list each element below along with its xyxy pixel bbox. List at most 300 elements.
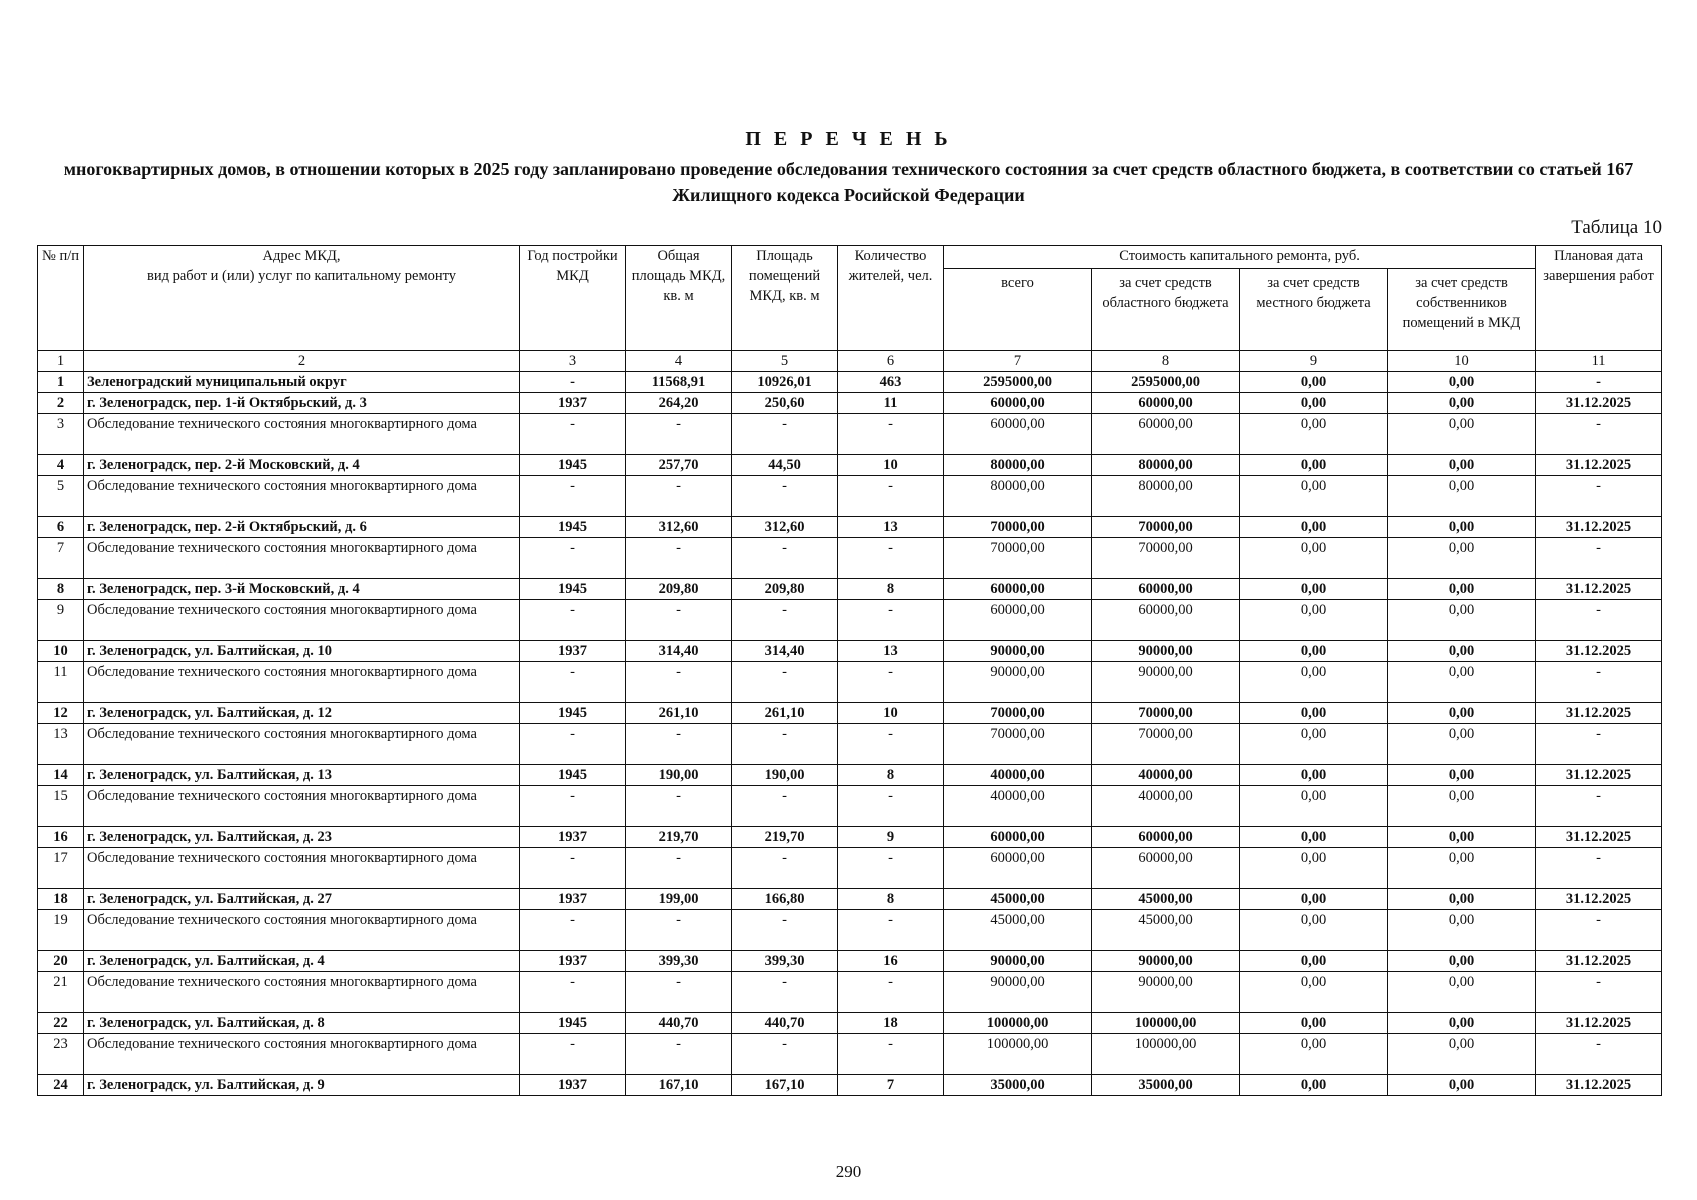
residents-cell: 10	[838, 455, 944, 476]
cost-local-cell: 0,00	[1240, 910, 1388, 951]
cost-total-cell: 60000,00	[944, 827, 1092, 848]
premises-area-cell: -	[732, 786, 838, 827]
row-number: 7	[38, 538, 84, 579]
cost-regional-cell: 90000,00	[1092, 951, 1240, 972]
cost-regional-cell: 90000,00	[1092, 641, 1240, 662]
cost-total-cell: 60000,00	[944, 579, 1092, 600]
cost-owners-cell: 0,00	[1388, 414, 1536, 455]
cost-local-cell: 0,00	[1240, 476, 1388, 517]
address-cell: г. Зеленоградск, ул. Балтийская, д. 8	[84, 1013, 520, 1034]
total-area-cell: -	[626, 600, 732, 641]
year-cell: 1937	[520, 1075, 626, 1096]
work-row	[38, 662, 1662, 703]
cost-regional-cell: 80000,00	[1092, 455, 1240, 476]
address-cell: Обследование технического состояния многоквартирного дома	[84, 600, 520, 641]
work-row	[38, 1034, 1662, 1075]
premises-area-cell: 261,10	[732, 703, 838, 724]
cost-total-cell: 90000,00	[944, 662, 1092, 703]
cost-local-cell: 0,00	[1240, 724, 1388, 765]
cost-regional-cell: 90000,00	[1092, 972, 1240, 1013]
cost-regional-cell: 70000,00	[1092, 517, 1240, 538]
total-area-cell: -	[626, 662, 732, 703]
total-area-cell: 199,00	[626, 889, 732, 910]
cost-total-cell: 100000,00	[944, 1034, 1092, 1075]
cost-regional-cell: 60000,00	[1092, 579, 1240, 600]
planned-date-cell: 31.12.2025	[1536, 579, 1662, 600]
column-number: 8	[1092, 351, 1240, 372]
cost-local-cell: 0,00	[1240, 765, 1388, 786]
cost-total-cell: 60000,00	[944, 393, 1092, 414]
cost-owners-cell: 0,00	[1388, 951, 1536, 972]
cost-total-cell: 35000,00	[944, 1075, 1092, 1096]
building-row	[38, 765, 1662, 786]
cost-total-cell: 70000,00	[944, 517, 1092, 538]
table-body	[38, 351, 1662, 1096]
address-cell: Обследование технического состояния многоквартирного дома	[84, 414, 520, 455]
residents-cell: -	[838, 1034, 944, 1075]
header-address-line2: вид работ и (или) услуг по капитальному ремонту	[146, 268, 457, 284]
cost-owners-cell: 0,00	[1388, 889, 1536, 910]
address-cell: г. Зеленоградск, ул. Балтийская, д. 4	[84, 951, 520, 972]
building-row	[38, 703, 1662, 724]
building-row	[38, 393, 1662, 414]
building-row	[38, 372, 1662, 393]
planned-date-cell: -	[1536, 910, 1662, 951]
residents-cell: -	[838, 724, 944, 765]
column-number: 11	[1536, 351, 1662, 372]
cost-owners-cell: 0,00	[1388, 600, 1536, 641]
row-number: 21	[38, 972, 84, 1013]
premises-area-cell: 440,70	[732, 1013, 838, 1034]
row-number: 5	[38, 476, 84, 517]
year-cell: 1945	[520, 703, 626, 724]
premises-area-cell: 167,10	[732, 1075, 838, 1096]
planned-date-cell: -	[1536, 662, 1662, 703]
cost-regional-cell: 90000,00	[1092, 662, 1240, 703]
year-cell: 1945	[520, 765, 626, 786]
address-cell: Зеленоградский муниципальный округ	[84, 372, 520, 393]
building-row	[38, 827, 1662, 848]
total-area-cell: 167,10	[626, 1075, 732, 1096]
total-area-cell: 399,30	[626, 951, 732, 972]
header-cost-owners: за счет средств собственников помещений в МКД	[1388, 269, 1536, 351]
row-number: 24	[38, 1075, 84, 1096]
premises-area-cell: 209,80	[732, 579, 838, 600]
cost-owners-cell: 0,00	[1388, 1075, 1536, 1096]
header-num: № п/п	[38, 246, 84, 351]
premises-area-cell: -	[732, 910, 838, 951]
work-row	[38, 414, 1662, 455]
premises-area-cell: -	[732, 662, 838, 703]
cost-owners-cell: 0,00	[1388, 579, 1536, 600]
header-premises-area: Площадь помещений МКД, кв. м	[732, 246, 838, 351]
header-cost-total: всего	[944, 269, 1092, 351]
cost-local-cell: 0,00	[1240, 600, 1388, 641]
planned-date-cell: 31.12.2025	[1536, 641, 1662, 662]
row-number: 16	[38, 827, 84, 848]
row-number: 6	[38, 517, 84, 538]
column-number: 6	[838, 351, 944, 372]
cost-owners-cell: 0,00	[1388, 724, 1536, 765]
residents-cell: 8	[838, 765, 944, 786]
total-area-cell: 257,70	[626, 455, 732, 476]
total-area-cell: -	[626, 414, 732, 455]
address-cell: г. Зеленоградск, ул. Балтийская, д. 13	[84, 765, 520, 786]
building-row	[38, 579, 1662, 600]
row-number: 23	[38, 1034, 84, 1075]
column-number: 10	[1388, 351, 1536, 372]
header-cost-local: за счет средств местного бюджета	[1240, 269, 1388, 351]
document-title: П Е Р Е Ч Е Н Ь	[745, 128, 952, 150]
planned-date-cell: 31.12.2025	[1536, 827, 1662, 848]
premises-area-cell: 312,60	[732, 517, 838, 538]
cost-local-cell: 0,00	[1240, 414, 1388, 455]
header-cost-group: Стоимость капитального ремонта, руб.	[944, 246, 1536, 269]
residents-cell: -	[838, 662, 944, 703]
cost-local-cell: 0,00	[1240, 1075, 1388, 1096]
total-area-cell: -	[626, 786, 732, 827]
cost-owners-cell: 0,00	[1388, 517, 1536, 538]
cost-local-cell: 0,00	[1240, 393, 1388, 414]
cost-total-cell: 80000,00	[944, 476, 1092, 517]
residents-cell: 11	[838, 393, 944, 414]
row-number: 15	[38, 786, 84, 827]
planned-date-cell: 31.12.2025	[1536, 1075, 1662, 1096]
row-number: 8	[38, 579, 84, 600]
total-area-cell: 219,70	[626, 827, 732, 848]
address-cell: г. Зеленоградск, пер. 3-й Московский, д. 4	[84, 579, 520, 600]
cost-owners-cell: 0,00	[1388, 476, 1536, 517]
cost-regional-cell: 60000,00	[1092, 600, 1240, 641]
planned-date-cell: 31.12.2025	[1536, 455, 1662, 476]
cost-total-cell: 60000,00	[944, 848, 1092, 889]
cost-local-cell: 0,00	[1240, 455, 1388, 476]
year-cell: 1937	[520, 951, 626, 972]
cost-total-cell: 80000,00	[944, 455, 1092, 476]
address-cell: г. Зеленоградск, пер. 1-й Октябрьский, д. 3	[84, 393, 520, 414]
address-cell: г. Зеленоградск, ул. Балтийская, д. 10	[84, 641, 520, 662]
cost-owners-cell: 0,00	[1388, 910, 1536, 951]
total-area-cell: -	[626, 538, 732, 579]
premises-area-cell: 166,80	[732, 889, 838, 910]
column-number: 2	[84, 351, 520, 372]
planned-date-cell: -	[1536, 848, 1662, 889]
cost-local-cell: 0,00	[1240, 827, 1388, 848]
total-area-cell: -	[626, 476, 732, 517]
cost-regional-cell: 60000,00	[1092, 414, 1240, 455]
cost-regional-cell: 100000,00	[1092, 1034, 1240, 1075]
total-area-cell: -	[626, 848, 732, 889]
year-cell: 1937	[520, 393, 626, 414]
cost-total-cell: 40000,00	[944, 786, 1092, 827]
cost-regional-cell: 70000,00	[1092, 703, 1240, 724]
cost-regional-cell: 70000,00	[1092, 724, 1240, 765]
premises-area-cell: 219,70	[732, 827, 838, 848]
row-number: 20	[38, 951, 84, 972]
row-number: 4	[38, 455, 84, 476]
work-row	[38, 724, 1662, 765]
cost-local-cell: 0,00	[1240, 579, 1388, 600]
year-cell: -	[520, 910, 626, 951]
total-area-cell: 314,40	[626, 641, 732, 662]
cost-total-cell: 70000,00	[944, 724, 1092, 765]
premises-area-cell: -	[732, 414, 838, 455]
cost-local-cell: 0,00	[1240, 1013, 1388, 1034]
total-area-cell: -	[626, 972, 732, 1013]
premises-area-cell: 10926,01	[732, 372, 838, 393]
cost-total-cell: 45000,00	[944, 889, 1092, 910]
year-cell: 1945	[520, 1013, 626, 1034]
address-cell: г. Зеленоградск, пер. 2-й Октябрьский, д. 6	[84, 517, 520, 538]
year-cell: -	[520, 662, 626, 703]
address-cell: Обследование технического состояния многоквартирного дома	[84, 1034, 520, 1075]
cost-regional-cell: 40000,00	[1092, 765, 1240, 786]
cost-total-cell: 90000,00	[944, 641, 1092, 662]
cost-owners-cell: 0,00	[1388, 827, 1536, 848]
cost-regional-cell: 100000,00	[1092, 1013, 1240, 1034]
planned-date-cell: 31.12.2025	[1536, 1013, 1662, 1034]
planned-date-cell: -	[1536, 972, 1662, 1013]
cost-local-cell: 0,00	[1240, 848, 1388, 889]
premises-area-cell: 314,40	[732, 641, 838, 662]
row-number: 12	[38, 703, 84, 724]
building-row	[38, 951, 1662, 972]
total-area-cell: 264,20	[626, 393, 732, 414]
premises-area-cell: -	[732, 848, 838, 889]
row-number: 1	[38, 372, 84, 393]
planned-date-cell: -	[1536, 1034, 1662, 1075]
cost-owners-cell: 0,00	[1388, 393, 1536, 414]
residents-cell: 463	[838, 372, 944, 393]
address-cell: Обследование технического состояния многоквартирного дома	[84, 848, 520, 889]
cost-regional-cell: 60000,00	[1092, 848, 1240, 889]
document-subtitle: многоквартирных домов, в отношении которых в 2025 году запланировано проведение обследования технического состояния за счет средств областного бюджета, в соответствии со статьей 167 Жилищного кодекса Росийской Федерации	[63, 159, 1634, 205]
header-address-line1: Адрес МКД,	[262, 248, 341, 264]
cost-local-cell: 0,00	[1240, 662, 1388, 703]
planned-date-cell: -	[1536, 724, 1662, 765]
cost-total-cell: 40000,00	[944, 765, 1092, 786]
table-label: Таблица 10	[1571, 217, 1662, 238]
cost-owners-cell: 0,00	[1388, 1034, 1536, 1075]
row-number: 9	[38, 600, 84, 641]
work-row	[38, 538, 1662, 579]
cost-total-cell: 2595000,00	[944, 372, 1092, 393]
address-cell: г. Зеленоградск, ул. Балтийская, д. 9	[84, 1075, 520, 1096]
column-number: 3	[520, 351, 626, 372]
planned-date-cell: -	[1536, 372, 1662, 393]
address-cell: Обследование технического состояния многоквартирного дома	[84, 724, 520, 765]
planned-date-cell: 31.12.2025	[1536, 765, 1662, 786]
residents-cell: 8	[838, 579, 944, 600]
cost-regional-cell: 60000,00	[1092, 827, 1240, 848]
premises-area-cell: -	[732, 1034, 838, 1075]
cost-local-cell: 0,00	[1240, 703, 1388, 724]
cost-owners-cell: 0,00	[1388, 372, 1536, 393]
cost-regional-cell: 80000,00	[1092, 476, 1240, 517]
planned-date-cell: -	[1536, 786, 1662, 827]
row-number: 18	[38, 889, 84, 910]
year-cell: -	[520, 972, 626, 1013]
cost-regional-cell: 2595000,00	[1092, 372, 1240, 393]
building-row	[38, 1075, 1662, 1096]
residents-cell: -	[838, 414, 944, 455]
address-cell: Обследование технического состояния многоквартирного дома	[84, 972, 520, 1013]
row-number: 2	[38, 393, 84, 414]
total-area-cell: 11568,91	[626, 372, 732, 393]
cost-regional-cell: 45000,00	[1092, 889, 1240, 910]
address-cell: г. Зеленоградск, ул. Балтийская, д. 12	[84, 703, 520, 724]
total-area-cell: -	[626, 910, 732, 951]
total-area-cell: 312,60	[626, 517, 732, 538]
year-cell: 1945	[520, 517, 626, 538]
address-cell: Обследование технического состояния многоквартирного дома	[84, 538, 520, 579]
cost-local-cell: 0,00	[1240, 972, 1388, 1013]
row-number: 17	[38, 848, 84, 889]
year-cell: 1937	[520, 827, 626, 848]
year-cell: 1945	[520, 579, 626, 600]
cost-owners-cell: 0,00	[1388, 972, 1536, 1013]
residents-cell: -	[838, 910, 944, 951]
column-number: 4	[626, 351, 732, 372]
address-cell: Обследование технического состояния многоквартирного дома	[84, 662, 520, 703]
residents-cell: -	[838, 600, 944, 641]
cost-regional-cell: 35000,00	[1092, 1075, 1240, 1096]
row-number: 22	[38, 1013, 84, 1034]
cost-local-cell: 0,00	[1240, 889, 1388, 910]
buildings-table	[37, 245, 1662, 1096]
total-area-cell: 261,10	[626, 703, 732, 724]
year-cell: -	[520, 1034, 626, 1075]
header-year: Год постройки МКД	[520, 246, 626, 351]
work-row	[38, 848, 1662, 889]
cost-total-cell: 60000,00	[944, 600, 1092, 641]
work-row	[38, 786, 1662, 827]
cost-owners-cell: 0,00	[1388, 538, 1536, 579]
premises-area-cell: 190,00	[732, 765, 838, 786]
year-cell: -	[520, 476, 626, 517]
cost-regional-cell: 70000,00	[1092, 538, 1240, 579]
premises-area-cell: -	[732, 972, 838, 1013]
cost-total-cell: 45000,00	[944, 910, 1092, 951]
residents-cell: 9	[838, 827, 944, 848]
address-cell: г. Зеленоградск, ул. Балтийская, д. 23	[84, 827, 520, 848]
row-number: 14	[38, 765, 84, 786]
residents-cell: 10	[838, 703, 944, 724]
residents-cell: 18	[838, 1013, 944, 1034]
cost-owners-cell: 0,00	[1388, 641, 1536, 662]
year-cell: -	[520, 848, 626, 889]
year-cell: -	[520, 600, 626, 641]
year-cell: 1945	[520, 455, 626, 476]
cost-owners-cell: 0,00	[1388, 455, 1536, 476]
building-row	[38, 1013, 1662, 1034]
address-cell: г. Зеленоградск, пер. 2-й Московский, д. 4	[84, 455, 520, 476]
row-number: 3	[38, 414, 84, 455]
cost-local-cell: 0,00	[1240, 538, 1388, 579]
year-cell: 1937	[520, 889, 626, 910]
planned-date-cell: 31.12.2025	[1536, 951, 1662, 972]
planned-date-cell: 31.12.2025	[1536, 517, 1662, 538]
work-row	[38, 972, 1662, 1013]
premises-area-cell: 44,50	[732, 455, 838, 476]
building-row	[38, 889, 1662, 910]
residents-cell: 7	[838, 1075, 944, 1096]
residents-cell: -	[838, 786, 944, 827]
residents-cell: -	[838, 538, 944, 579]
page-number: 290	[835, 1162, 862, 1181]
column-number: 7	[944, 351, 1092, 372]
residents-cell: 13	[838, 641, 944, 662]
cost-owners-cell: 0,00	[1388, 662, 1536, 703]
cost-total-cell: 90000,00	[944, 951, 1092, 972]
column-number: 1	[38, 351, 84, 372]
premises-area-cell: 250,60	[732, 393, 838, 414]
residents-cell: 8	[838, 889, 944, 910]
cost-local-cell: 0,00	[1240, 372, 1388, 393]
header-cost-regional: за счет средств областного бюджета	[1092, 269, 1240, 351]
premises-area-cell: -	[732, 538, 838, 579]
cost-total-cell: 70000,00	[944, 538, 1092, 579]
address-cell: Обследование технического состояния многоквартирного дома	[84, 910, 520, 951]
building-row	[38, 641, 1662, 662]
cost-local-cell: 0,00	[1240, 786, 1388, 827]
planned-date-cell: -	[1536, 476, 1662, 517]
cost-total-cell: 70000,00	[944, 703, 1092, 724]
cost-owners-cell: 0,00	[1388, 786, 1536, 827]
residents-cell: -	[838, 972, 944, 1013]
cost-regional-cell: 45000,00	[1092, 910, 1240, 951]
building-row	[38, 517, 1662, 538]
cost-regional-cell: 60000,00	[1092, 393, 1240, 414]
planned-date-cell: 31.12.2025	[1536, 889, 1662, 910]
year-cell: -	[520, 724, 626, 765]
column-number: 9	[1240, 351, 1388, 372]
work-row	[38, 600, 1662, 641]
cost-local-cell: 0,00	[1240, 951, 1388, 972]
residents-cell: -	[838, 476, 944, 517]
row-number: 13	[38, 724, 84, 765]
cost-regional-cell: 40000,00	[1092, 786, 1240, 827]
address-cell: Обследование технического состояния многоквартирного дома	[84, 786, 520, 827]
header-planned-date: Плановая дата завершения работ	[1536, 246, 1662, 351]
cost-local-cell: 0,00	[1240, 1034, 1388, 1075]
row-number: 11	[38, 662, 84, 703]
year-cell: -	[520, 786, 626, 827]
work-row	[38, 910, 1662, 951]
header-total-area: Общая площадь МКД, кв. м	[626, 246, 732, 351]
cost-owners-cell: 0,00	[1388, 765, 1536, 786]
cost-owners-cell: 0,00	[1388, 848, 1536, 889]
address-cell: г. Зеленоградск, ул. Балтийская, д. 27	[84, 889, 520, 910]
planned-date-cell: 31.12.2025	[1536, 393, 1662, 414]
cost-total-cell: 60000,00	[944, 414, 1092, 455]
premises-area-cell: 399,30	[732, 951, 838, 972]
header-residents: Количество жителей, чел.	[838, 246, 944, 351]
cost-local-cell: 0,00	[1240, 641, 1388, 662]
residents-cell: 16	[838, 951, 944, 972]
premises-area-cell: -	[732, 476, 838, 517]
total-area-cell: 209,80	[626, 579, 732, 600]
column-numbers-row	[38, 351, 1662, 372]
cost-owners-cell: 0,00	[1388, 1013, 1536, 1034]
year-cell: -	[520, 414, 626, 455]
address-cell: Обследование технического состояния многоквартирного дома	[84, 476, 520, 517]
planned-date-cell: 31.12.2025	[1536, 703, 1662, 724]
cost-owners-cell: 0,00	[1388, 703, 1536, 724]
column-number: 5	[732, 351, 838, 372]
total-area-cell: -	[626, 1034, 732, 1075]
planned-date-cell: -	[1536, 414, 1662, 455]
